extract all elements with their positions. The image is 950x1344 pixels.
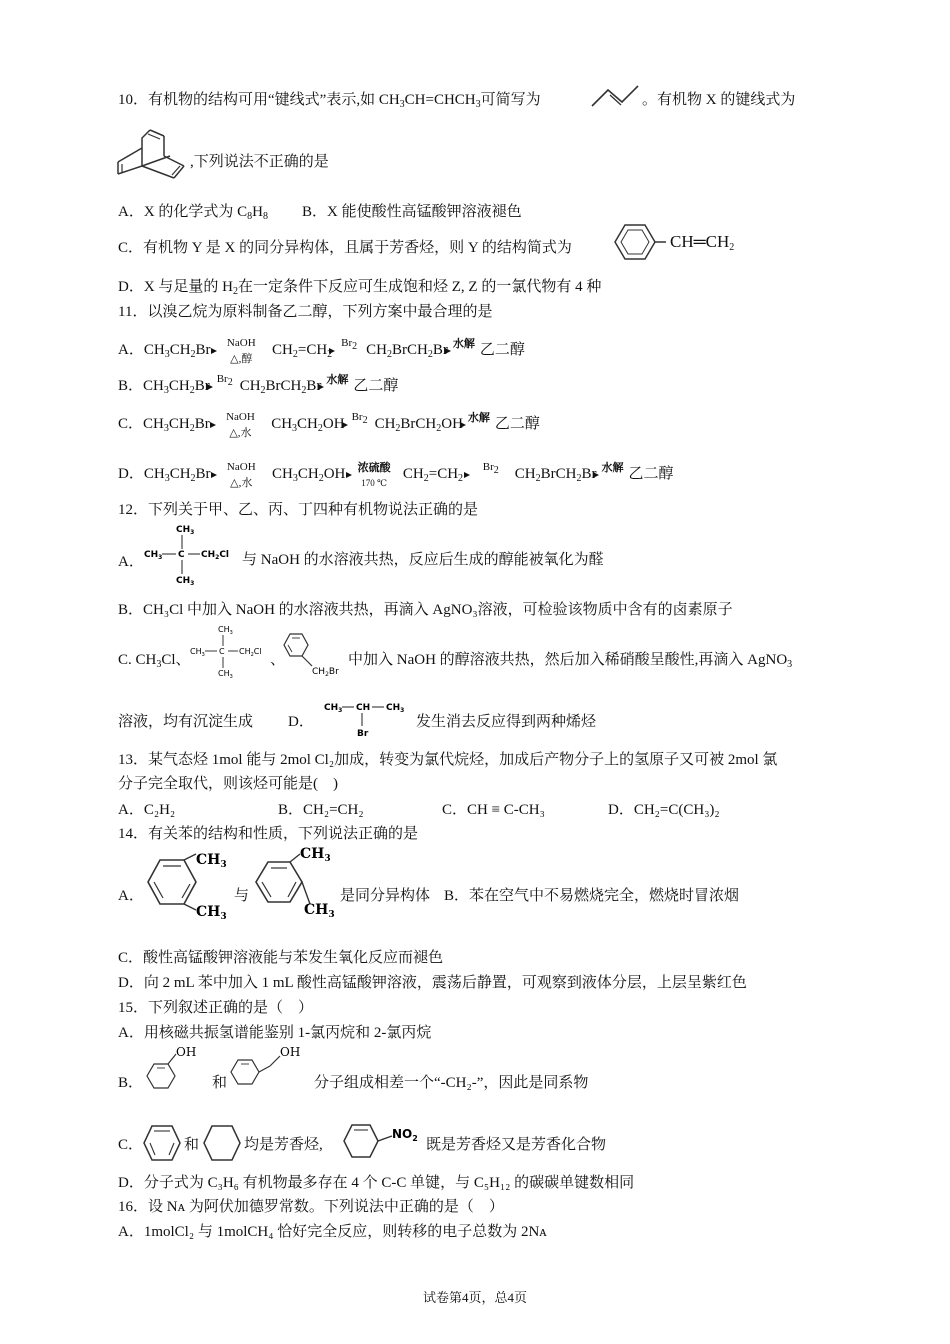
page-footer: 试卷第4页，总4页	[422, 1290, 527, 1305]
q15-option-a: A．用核磁共振氢谱能鉴别 1-氯丙烷和 2-氯丙烷	[118, 1025, 432, 1041]
q10-option-c: C．有机物 Y 是 X 的同分异构体，且属于芳香烃，则 Y 的结构简式为	[118, 240, 572, 256]
q15-option-c-label: C．	[118, 1137, 144, 1153]
neopentyl-chloride-small-icon	[188, 624, 270, 680]
q16-stem: 16．设 Nᴀ 为阿伏加德罗常数。下列说法中正确的是（ ）	[118, 1199, 504, 1215]
svg-text:CH3: $CH_3$	[304, 902, 335, 920]
2-bromopropane-structure-icon	[322, 698, 412, 742]
svg-text:CH3: $CH_3$	[196, 852, 227, 870]
bicyclooctatriene-skeletal-icon	[112, 126, 190, 182]
q16-option-a: A．1molCl₂ 与 1molCH₄ 恰好完全反应，则转移的电子总数为 2Nᴀ	[118, 1224, 547, 1240]
q13-option-c: C．CH ≡ C-CH₃	[442, 802, 545, 818]
q15-option-c-text-1: 均是芳香烃,	[244, 1137, 323, 1153]
svg-text:CH3: $CH_3$	[386, 703, 405, 714]
svg-text:CH3: $CH_3$	[300, 846, 331, 864]
phenol-structure-icon	[142, 1046, 208, 1096]
q13-option-a: A．C₂H₂	[118, 802, 176, 818]
svg-text:CH2Cl: $CH_2Cl$	[201, 550, 230, 561]
o-xylene-structure-icon	[138, 850, 230, 922]
svg-text:CH3: $CH_3$	[176, 525, 195, 536]
q13-option-d: D．CH₂=C(CH₃)₂	[608, 802, 720, 818]
q12-option-d: 发生消去反应得到两种烯烃	[416, 714, 597, 730]
q14-stem: 14．有关苯的结构和性质，下列说法正确的是	[118, 826, 419, 842]
q11-stem: 11．以溴乙烷为原料制备乙二醇，下列方案中最合理的是	[118, 304, 493, 320]
svg-text:C: C	[219, 647, 225, 656]
q11-option-b: B．$CH_3CH_2Br$ $Br_2$ $CH_2BrCH_2Br$ 水解 乙二醇	[118, 372, 399, 396]
nitrobenzene-structure-icon	[342, 1122, 424, 1162]
svg-text:OH: OH	[280, 1045, 301, 1059]
svg-text:CH2Br: $CH_2Br$	[312, 667, 339, 678]
q10-option-d: D．X 与足量的 $H_2$在一定条件下反应可生成饱和烃 Z, Z 的一氯代物有 4 种	[118, 279, 602, 297]
q10-stem: 10．有机物的结构可用“键线式”表示,如 $CH_3CH=CHCH_3$可简写为	[118, 92, 541, 110]
q15-option-c-and: 和	[184, 1137, 200, 1153]
q12-option-a: 与 NaOH 的水溶液共热，反应后生成的醇能被氧化为醛	[242, 552, 604, 568]
q11-option-a: A．$CH_3CH_2Br$ NaOH △,醇 $CH_2=CH_2$ $Br_2$ $CH_2BrCH_2Br$ 水解 乙二醇	[118, 336, 525, 365]
svg-text:CH3: $CH_3$	[218, 625, 233, 636]
q13-stem-1: 13．某气态烃 1mol 能与 2mol Cl₂加成，转变为氯代烷烃，加成后产物分子上的氢原子又可被 2mol 氯	[118, 752, 778, 768]
q14-option-b: B．苯在空气中不易燃烧完全，燃烧时冒浓烟	[444, 888, 740, 904]
q14-option-a-label: A．	[118, 888, 144, 904]
q14-option-a-with: 与	[234, 888, 250, 904]
q15-option-c-text-2: 既是芳香烃又是芳香化合物	[426, 1137, 607, 1153]
q10-vinyl-group: $CH═CH_2$	[670, 232, 735, 253]
q12-option-c: C. $CH_3Cl$、	[118, 652, 191, 670]
svg-text:CH: CH	[356, 703, 371, 713]
svg-text:CH3: $CH_3$	[144, 550, 163, 561]
q12-option-c-text-2: 溶液，均有沉淀生成	[118, 714, 254, 730]
benzyl-alcohol-structure-icon	[228, 1046, 312, 1090]
svg-text:OH: OH	[176, 1045, 197, 1059]
q11-option-d: D．$CH_3CH_2Br$ NaOH △,水 $CH_3CH_2OH$ 浓硫酸 170 ℃ $CH_2=CH_2$ $Br_2$ $CH_2BrCH_2Br$ 水解 乙二醇	[118, 460, 674, 489]
svg-text:CH3: $CH_3$	[324, 703, 343, 714]
svg-text:NO2: $NO_2$	[392, 1127, 418, 1143]
q15-option-b: 分子组成相差一个“-CH₂-”，因此是同系物	[314, 1075, 589, 1091]
q12-option-c-sep: 、	[270, 652, 286, 668]
neopentyl-chloride-structure-icon	[142, 522, 238, 586]
q10-stem-2: ,下列说法不正确的是	[190, 154, 329, 170]
svg-text:CH3: $CH_3$	[176, 576, 195, 587]
q12-option-b: B．CH₃Cl 中加入 NaOH 的水溶液共热，再滴入 AgNO₃溶液，可检验该物质中含有的卤素原子	[118, 602, 733, 618]
svg-text:Br: Br	[357, 729, 369, 739]
q15-option-b-label: B．	[118, 1075, 144, 1091]
benzene-ring-icon	[142, 1124, 182, 1162]
benzyl-bromide-structure-icon	[280, 630, 346, 678]
q15-stem: 15．下列叙述正确的是（ ）	[118, 1000, 314, 1016]
q13-stem-2: 分子完全取代，则该烃可能是( )	[118, 776, 338, 792]
q12-stem: 12．下列关于甲、乙、丙、丁四种有机物说法正确的是	[118, 502, 479, 518]
svg-text:CH3: $CH_3$	[190, 647, 205, 658]
q15-option-b-and: 和	[212, 1075, 228, 1091]
q10-option-a: A．X 的化学式为 $C_8H_8$	[118, 204, 269, 222]
q14-option-d: D．向 2 mL 苯中加入 1 mL 酸性高锰酸钾溶液，震荡后静置，可观察到液体分层，上层呈紫红色	[118, 975, 747, 991]
butene-skeletal-icon	[590, 80, 642, 110]
q10-stem-tail: 。有机物 X 的键线式为	[642, 92, 796, 108]
q11-option-c: C．$CH_3CH_2Br$ NaOH △,水 $CH_3CH_2OH$ $Br_2$ $CH_2BrCH_2OH$ 水解 乙二醇	[118, 410, 540, 439]
q12-option-d-label: D．	[288, 714, 314, 730]
q13-option-b: B．CH₂=CH₂	[278, 802, 364, 818]
styrene-benzene-ring-icon	[612, 222, 666, 262]
q14-option-c: C．酸性高锰酸钾溶液能与苯发生氧化反应而褪色	[118, 950, 444, 966]
q12-option-a-label: A．	[118, 554, 144, 570]
svg-text:CH2Cl: $CH_2Cl$	[239, 647, 262, 658]
o-xylene-rotated-structure-icon	[248, 846, 340, 918]
cyclohexane-ring-icon	[202, 1124, 242, 1162]
q15-option-d: D．分子式为 C₃H₆ 有机物最多存在 4 个 C-C 单键，与 C₅H₁₂ 的碳碳单键数相同	[118, 1175, 635, 1191]
q12-option-c-text: 中加入 NaOH 的醇溶液共热，然后加入稀硝酸呈酸性,再滴入 AgNO$_3$	[348, 652, 793, 670]
svg-text:CH3: $CH_3$	[218, 669, 233, 680]
q10-option-b: B．X 能使酸性高锰酸钾溶液褪色	[302, 204, 522, 220]
svg-text:C: C	[178, 550, 185, 560]
svg-text:CH3: $CH_3$	[196, 904, 227, 922]
q14-option-a: 是同分异构体	[340, 888, 431, 904]
